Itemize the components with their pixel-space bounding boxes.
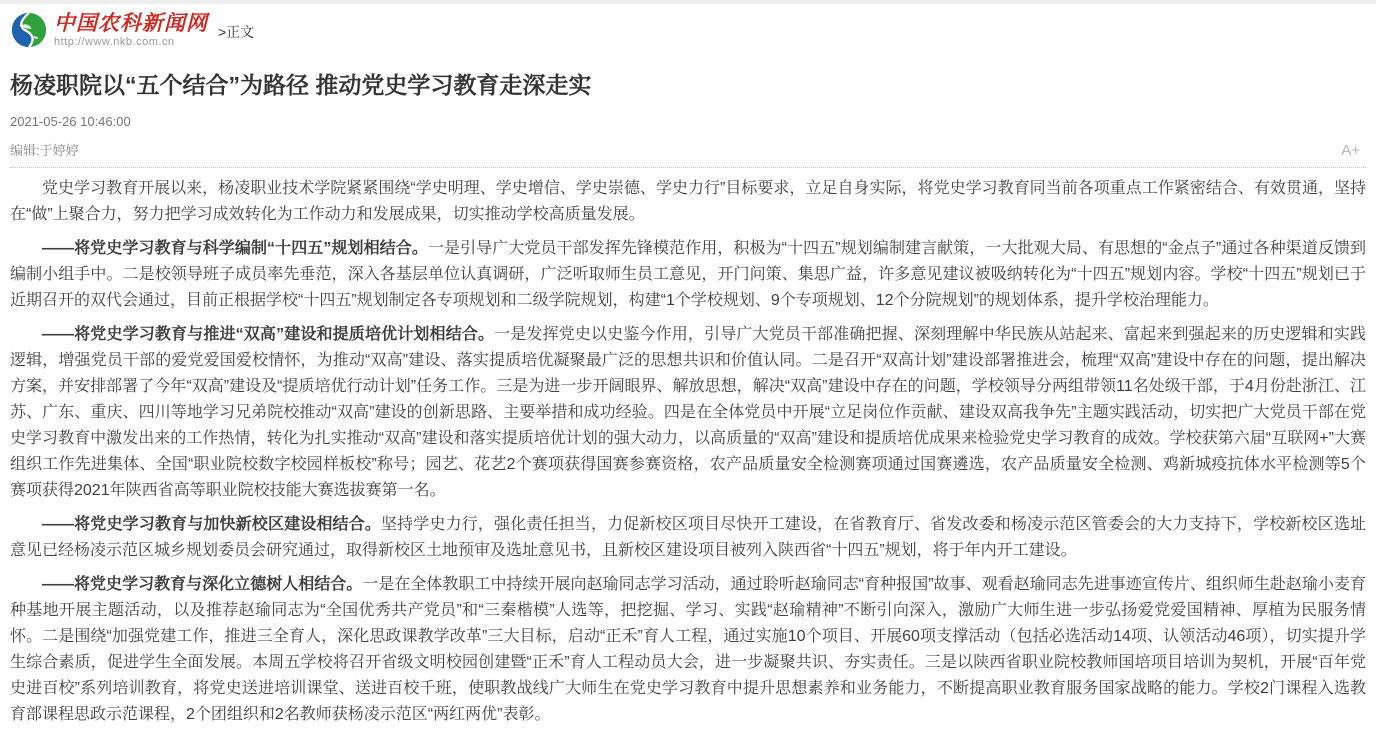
article-body (10, 176, 1366, 728)
article-page (0, 4, 1376, 728)
publish-time: 2021-05-26 10:46:00 (10, 113, 131, 129)
article-paragraph (10, 236, 1366, 314)
article-paragraph (10, 512, 1366, 564)
paragraph-text: 一是引导广大党员干部发挥先锋模范作用，积极为“十四五”规划编制建言献策，一大批观大局、有思想的“金点子”通过各种渠道反馈到编制小组手中。二是校领导班子成员率先垂范，深入各基层单位认真调研，广泛听取师生员工意见，开门问策、集思广益，许多意见建议被吸纳转化为“十四五”规划内容。学校“十四五”规划已于近期召开的双代会通过，目前正根据学校“十四五”规划制定各专项规划和二级学院规划，构建“1个学校规划、9个专项规划、12个分院规划”的规划体系，提升学校治理能力。 (10, 239, 1366, 309)
paragraph-text: 一是在全体教职工中持续开展向赵瑜同志学习活动，通过聆听赵瑜同志“育种报国”故事、观看赵瑜同志先进事迹宣传片、组织师生赴赵瑜小麦育种基地开展主题活动，以及推荐赵瑜同志为“全国优秀共产党员”和“三秦楷模”人选等，把挖掘、学习、实践“赵瑜精神”不断引向深入，激励广大师生进一步弘扬爱党爱国精神、厚植为民服务情怀。二是围绕“加强党建工作，推进三全育人，深化思政课教学改革”三大目标，启动“正禾”育人工程，通过实施10个项目、开展60项支撑活动（包括必选活动14项、认领活动46项），切实提升学生综合素质，促进学生全面发展。本周五学校将召开省级文明校园创建暨“正禾”育人工程动员大会，进一步凝聚共识、夯实责任。三是以陕西省职业院校教师国培项目培训为契机，开展“百年党史进百校”系列培训教育，将党史送进培训课堂、送进百校千班，使职教战线广大师生在党史学习教育中提升思想素养和业务能力，不断提高职业教育服务国家战略的能力。学校2门课程入选教育部课程思政示范课程，2个团组织和2名教师获杨凌示范区“两红两优”表彰。 (10, 575, 1366, 723)
paragraph-text: 一是发挥党史以史鉴今作用，引导广大党员干部准确把握、深刻理解中华民族从站起来、富起来到强起来的历史逻辑和实践逻辑，增强党员干部的爱党爱国爱校情怀，为推动“双高”建设、落实提质培优凝聚最广泛的思想共识和价值认同。二是召开“双高计划”建设部署推进会，梳理“双高”建设中存在的问题，提出解决方案，并安排部署了今年“双高”建设及“提质培优行动计划”任务工作。三是为进一步开阔眼界、解放思想，解决“双高”建设中存在的问题，学校领导分两组带领11名处级干部，于4月份赴浙江、江苏、广东、重庆、四川等地学习兄弟院校推动“双高”建设的创新思路、主要举措和成功经验。四是在全体党员中开展“立足岗位作贡献、建设双高我争先”主题实践活动，切实把广大党员干部在党史学习教育中激发出来的工作热情，转化为扎实推动“双高”建设和落实提质培优计划的强大动力，以高质量的“双高”建设和提质培优成果来检验党史学习教育的成效。学校获第六届“互联网+”大赛组织工作先进集体、全国“职业院校数字校园样板校”称号；园艺、花艺2个赛项获得国赛参赛资格，农产品质量安全检测赛项通过国赛遴选，农产品质量安全检测、鸡新城疫抗体水平检测等5个赛项获得2021年陕西省高等职业院校技能大赛选拔赛第一名。 (10, 325, 1366, 499)
site-logo[interactable] (10, 11, 208, 49)
site-name: 中国农科新闻网 (54, 10, 208, 35)
article-main (10, 71, 1366, 728)
paragraph-text: 党史学习教育开展以来，杨凌职业技术学院紧紧围绕“学史明理、学史增信、学史崇德、学史力行”目标要求，立足自身实际，将党史学习教育同当前各项重点工作紧密结合、有效贯通，坚持在“做”上聚合力，努力把学习成效转化为工作动力和发展成果，切实推动学校高质量发展。 (10, 179, 1366, 223)
article-paragraph (10, 572, 1366, 728)
site-logo-text (54, 12, 208, 48)
site-url: http://www.nkb.com.cn (54, 36, 175, 48)
paragraph-lead: ——将党史学习教育与深化立德树人相结合。 (42, 575, 363, 593)
site-header (10, 4, 1366, 53)
paragraph-text: 坚持学史力行，强化责任担当，力促新校区项目尽快开工建设，在省教育厅、省发改委和杨凌示范区管委会的大力支持下，学校新校区选址意见已经杨凌示范区城乡规划委员会研究通过，取得新校区土地预审及选址意见书，且新校区建设项目被列入陕西省“十四五”规划，将于年内开工建设。 (10, 515, 1366, 559)
article-paragraph (10, 176, 1366, 228)
page-title: 杨凌职院以“五个结合”为路径 推动党史学习教育走深走实 (10, 72, 592, 98)
paragraph-lead: ——将党史学习教育与推进“双高”建设和提质培优计划相结合。 (42, 325, 495, 343)
globe-swirl-icon (10, 11, 48, 49)
article-paragraph (10, 322, 1366, 504)
dotted-divider (10, 167, 1366, 168)
breadcrumb[interactable]: >正文 (218, 24, 255, 40)
paragraph-lead: ——将党史学习教育与科学编制“十四五”规划相结合。 (42, 239, 428, 257)
paragraph-lead: ——将党史学习教育与加快新校区建设相结合。 (42, 515, 381, 533)
editor-label: 编辑:于婷婷 (10, 142, 79, 158)
font-size-increase-button[interactable]: A+ (1341, 141, 1360, 159)
article-meta-row (10, 140, 1366, 159)
